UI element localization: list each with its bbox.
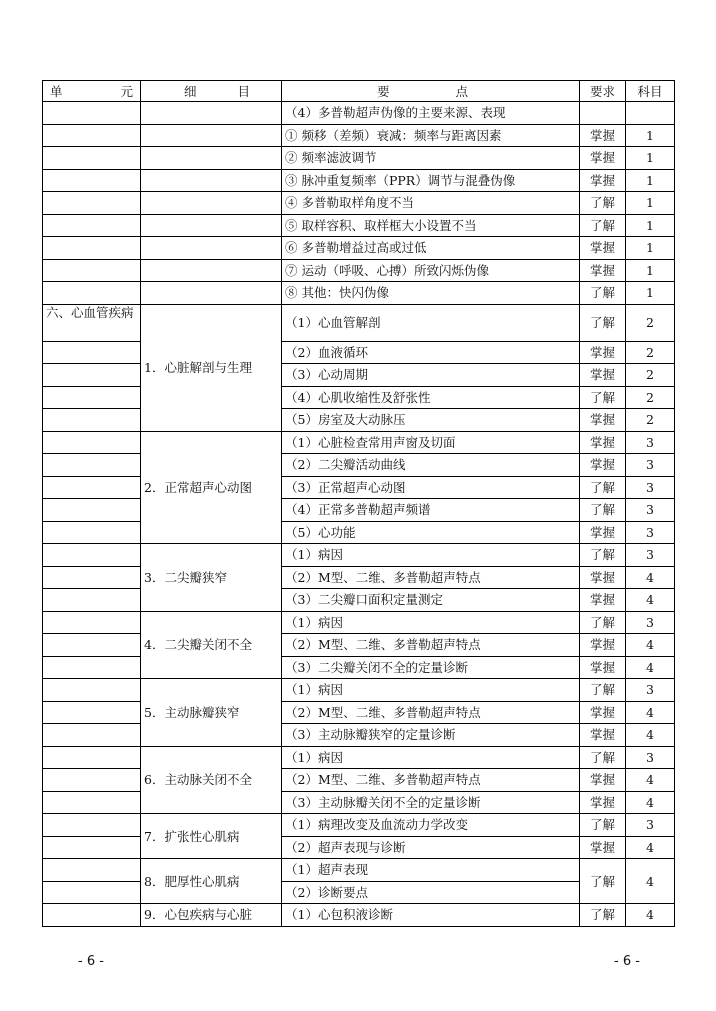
table-row — [43, 476, 675, 499]
unit-cell — [43, 259, 141, 282]
unit-cell — [43, 282, 141, 305]
unit-six-cell — [43, 304, 141, 341]
table-row — [43, 454, 675, 477]
requirement-cell — [580, 102, 626, 125]
subunit-label: 3．二尖瓣狭窄 — [141, 544, 282, 612]
subject-cell: 4 — [626, 859, 675, 904]
page-number-right: - 6 - — [614, 954, 640, 969]
requirement-cell: 了解 — [580, 282, 626, 305]
table-row — [43, 192, 675, 215]
table-row — [43, 147, 675, 170]
point-cell: （3）主动脉瓣狭窄的定量诊断 — [282, 724, 580, 747]
point-cell: （4）多普勒超声伪像的主要来源、表现 — [282, 102, 580, 125]
unit-cell — [43, 341, 141, 364]
unit-cell — [43, 904, 141, 927]
requirement-cell: 了解 — [580, 611, 626, 634]
header-subunit: 细 目 — [141, 81, 282, 102]
point-cell: （1）病因 — [282, 679, 580, 702]
unit-cell — [43, 192, 141, 215]
point-cell: （2）诊断要点 — [282, 881, 580, 904]
requirement-cell: 了解 — [580, 386, 626, 409]
subject-cell: 4 — [626, 566, 675, 589]
requirement-cell: 掌握 — [580, 364, 626, 387]
subunit-label: 8．肥厚性心肌病 — [141, 859, 282, 904]
table-row — [43, 769, 675, 792]
table-row — [43, 656, 675, 679]
unit-cell — [43, 147, 141, 170]
unit-cell — [43, 237, 141, 260]
subunit-cell — [141, 282, 282, 305]
subunit-cell — [141, 102, 282, 125]
subunit-label: 1．心脏解剖与生理 — [141, 304, 282, 431]
requirement-cell: 掌握 — [580, 589, 626, 612]
requirement-cell: 了解 — [580, 859, 626, 904]
requirement-cell: 掌握 — [580, 169, 626, 192]
unit-cell — [43, 611, 141, 634]
unit-cell — [43, 746, 141, 769]
table-row — [43, 634, 675, 657]
unit-cell — [43, 169, 141, 192]
table-row — [43, 259, 675, 282]
unit-cell — [43, 791, 141, 814]
table-row — [43, 431, 675, 454]
subunit-cell — [141, 147, 282, 170]
subject-cell — [626, 102, 675, 125]
table-row — [43, 701, 675, 724]
point-cell: （5）房室及大动脉压 — [282, 409, 580, 432]
subject-cell: 2 — [626, 386, 675, 409]
subject-cell: 2 — [626, 304, 675, 341]
requirement-cell: 了解 — [580, 214, 626, 237]
page-number-left: - 6 - — [78, 954, 104, 969]
requirement-cell: 掌握 — [580, 791, 626, 814]
table-row — [43, 304, 675, 341]
requirement-cell: 掌握 — [580, 341, 626, 364]
unit-cell — [43, 476, 141, 499]
point-cell: （1）心包积液诊断 — [282, 904, 580, 927]
subunit-label: 6．主动脉关闭不全 — [141, 746, 282, 814]
unit-cell — [43, 814, 141, 837]
subject-cell: 4 — [626, 634, 675, 657]
point-cell: （1）心脏检查常用声窗及切面 — [282, 431, 580, 454]
table-row — [43, 859, 675, 882]
subject-cell: 1 — [626, 282, 675, 305]
requirement-cell: 了解 — [580, 476, 626, 499]
syllabus-table — [42, 80, 675, 927]
point-cell: （4）正常多普勒超声频谱 — [282, 499, 580, 522]
header-requirement: 要求 — [580, 81, 626, 102]
unit-cell — [43, 214, 141, 237]
subunit-label: 5．主动脉瓣狭窄 — [141, 679, 282, 747]
point-cell: ② 频率滤波调节 — [282, 147, 580, 170]
subject-cell: 3 — [626, 521, 675, 544]
requirement-cell: 了解 — [580, 814, 626, 837]
point-cell: （2）二尖瓣活动曲线 — [282, 454, 580, 477]
subject-cell: 2 — [626, 364, 675, 387]
subject-cell: 4 — [626, 724, 675, 747]
unit-cell — [43, 701, 141, 724]
subject-cell: 4 — [626, 904, 675, 927]
requirement-cell: 掌握 — [580, 769, 626, 792]
subject-cell: 3 — [626, 814, 675, 837]
requirement-cell: 掌握 — [580, 454, 626, 477]
point-cell: （3）二尖瓣口面积定量测定 — [282, 589, 580, 612]
point-cell: （2）超声表现与诊断 — [282, 836, 580, 859]
subject-cell: 4 — [626, 701, 675, 724]
requirement-cell: 了解 — [580, 192, 626, 215]
unit-cell — [43, 102, 141, 125]
unit-six-label: 六、心血管疾病 — [46, 304, 134, 320]
point-cell: ① 频移（差频）衰减：频率与距离因素 — [282, 124, 580, 147]
requirement-cell: 掌握 — [580, 701, 626, 724]
requirement-cell: 掌握 — [580, 656, 626, 679]
requirement-cell: 掌握 — [580, 521, 626, 544]
table-row — [43, 386, 675, 409]
table-row — [43, 282, 675, 305]
table-row — [43, 589, 675, 612]
table-row — [43, 746, 675, 769]
table-row — [43, 679, 675, 702]
unit-cell — [43, 881, 141, 904]
subunit-label: 4．二尖瓣关闭不全 — [141, 611, 282, 679]
point-cell: （4）心肌收缩性及舒张性 — [282, 386, 580, 409]
table-row — [43, 169, 675, 192]
table-row — [43, 544, 675, 567]
subject-cell: 3 — [626, 431, 675, 454]
subject-cell: 1 — [626, 147, 675, 170]
table-row — [43, 724, 675, 747]
table-row — [43, 836, 675, 859]
point-cell: ⑤ 取样容积、取样框大小设置不当 — [282, 214, 580, 237]
unit-cell — [43, 364, 141, 387]
point-cell: ⑧ 其他：快闪伪像 — [282, 282, 580, 305]
table-row — [43, 566, 675, 589]
subject-cell: 1 — [626, 169, 675, 192]
table-row — [43, 102, 675, 125]
unit-cell — [43, 769, 141, 792]
header-subject: 科目 — [626, 81, 675, 102]
table-row — [43, 341, 675, 364]
requirement-cell: 掌握 — [580, 259, 626, 282]
unit-cell — [43, 566, 141, 589]
requirement-cell: 掌握 — [580, 566, 626, 589]
point-cell: （3）二尖瓣关闭不全的定量诊断 — [282, 656, 580, 679]
requirement-cell: 了解 — [580, 304, 626, 341]
requirement-cell: 掌握 — [580, 724, 626, 747]
subject-cell: 4 — [626, 791, 675, 814]
table-row — [43, 409, 675, 432]
point-cell: （2）血液循环 — [282, 341, 580, 364]
unit-cell — [43, 656, 141, 679]
subject-cell: 3 — [626, 476, 675, 499]
point-cell: （1）病因 — [282, 544, 580, 567]
subunit-label: 7．扩张性心肌病 — [141, 814, 282, 859]
unit-cell — [43, 124, 141, 147]
unit-cell — [43, 544, 141, 567]
subject-cell: 2 — [626, 409, 675, 432]
requirement-cell: 掌握 — [580, 147, 626, 170]
point-cell: （2）M型、二维、多普勒超声特点 — [282, 701, 580, 724]
point-cell: （3）主动脉瓣关闭不全的定量诊断 — [282, 791, 580, 814]
subunit-label: 2．正常超声心动图 — [141, 431, 282, 544]
subject-cell: 4 — [626, 656, 675, 679]
subunit-cell — [141, 169, 282, 192]
subject-cell: 3 — [626, 499, 675, 522]
table-row — [43, 237, 675, 260]
unit-cell — [43, 409, 141, 432]
unit-cell — [43, 724, 141, 747]
requirement-cell: 掌握 — [580, 431, 626, 454]
requirement-cell: 掌握 — [580, 409, 626, 432]
header-unit: 单 元 — [43, 81, 141, 102]
table-row — [43, 611, 675, 634]
requirement-cell: 了解 — [580, 904, 626, 927]
point-cell: （1）超声表现 — [282, 859, 580, 882]
point-cell: （1）病因 — [282, 746, 580, 769]
point-cell: ⑥ 多普勒增益过高或过低 — [282, 237, 580, 260]
table-row — [43, 124, 675, 147]
point-cell: （2）M型、二维、多普勒超声特点 — [282, 634, 580, 657]
subject-cell: 4 — [626, 769, 675, 792]
table-row — [43, 214, 675, 237]
requirement-cell: 了解 — [580, 544, 626, 567]
unit-cell — [43, 679, 141, 702]
subunit-cell — [141, 259, 282, 282]
subject-cell: 1 — [626, 259, 675, 282]
subunit-cell — [141, 214, 282, 237]
subject-cell: 3 — [626, 611, 675, 634]
unit-cell — [43, 589, 141, 612]
subject-cell: 3 — [626, 679, 675, 702]
requirement-cell: 了解 — [580, 746, 626, 769]
subunit-cell — [141, 192, 282, 215]
unit-cell — [43, 634, 141, 657]
point-cell: （2）M型、二维、多普勒超声特点 — [282, 566, 580, 589]
requirement-cell: 掌握 — [580, 634, 626, 657]
point-cell: （1）病理改变及血流动力学改变 — [282, 814, 580, 837]
requirement-cell: 掌握 — [580, 237, 626, 260]
subject-cell: 1 — [626, 124, 675, 147]
requirement-cell: 了解 — [580, 499, 626, 522]
point-cell: ③ 脉冲重复频率（PPR）调节与混叠伪像 — [282, 169, 580, 192]
point-cell: （1）病因 — [282, 611, 580, 634]
unit-cell — [43, 454, 141, 477]
point-cell: （3）心动周期 — [282, 364, 580, 387]
subject-cell: 4 — [626, 589, 675, 612]
subject-cell: 3 — [626, 544, 675, 567]
table-body — [43, 102, 675, 927]
unit-cell — [43, 386, 141, 409]
table-header-row — [43, 81, 675, 102]
subject-cell: 3 — [626, 454, 675, 477]
subject-cell: 1 — [626, 192, 675, 215]
table-row — [43, 364, 675, 387]
table-row — [43, 499, 675, 522]
unit-cell — [43, 499, 141, 522]
point-cell: （3）正常超声心动图 — [282, 476, 580, 499]
point-cell: （5）心功能 — [282, 521, 580, 544]
unit-cell — [43, 521, 141, 544]
unit-cell — [43, 859, 141, 882]
subject-cell: 2 — [626, 341, 675, 364]
point-cell: （1）心血管解剖 — [282, 304, 580, 341]
requirement-cell: 了解 — [580, 679, 626, 702]
point-cell: （2）M型、二维、多普勒超声特点 — [282, 769, 580, 792]
subunit-cell — [141, 237, 282, 260]
table-row — [43, 521, 675, 544]
point-cell: ⑦ 运动（呼吸、心搏）所致闪烁伪像 — [282, 259, 580, 282]
subunit-cell — [141, 124, 282, 147]
subject-cell: 1 — [626, 237, 675, 260]
unit-cell — [43, 836, 141, 859]
subject-cell: 4 — [626, 836, 675, 859]
subject-cell: 1 — [626, 214, 675, 237]
table-row — [43, 791, 675, 814]
table-row — [43, 814, 675, 837]
subunit-label: 9．心包疾病与心脏 — [141, 904, 282, 927]
requirement-cell: 掌握 — [580, 124, 626, 147]
table-row — [43, 904, 675, 927]
subject-cell: 3 — [626, 746, 675, 769]
point-cell: ④ 多普勒取样角度不当 — [282, 192, 580, 215]
header-points: 要 点 — [282, 81, 580, 102]
unit-cell — [43, 431, 141, 454]
requirement-cell: 掌握 — [580, 836, 626, 859]
